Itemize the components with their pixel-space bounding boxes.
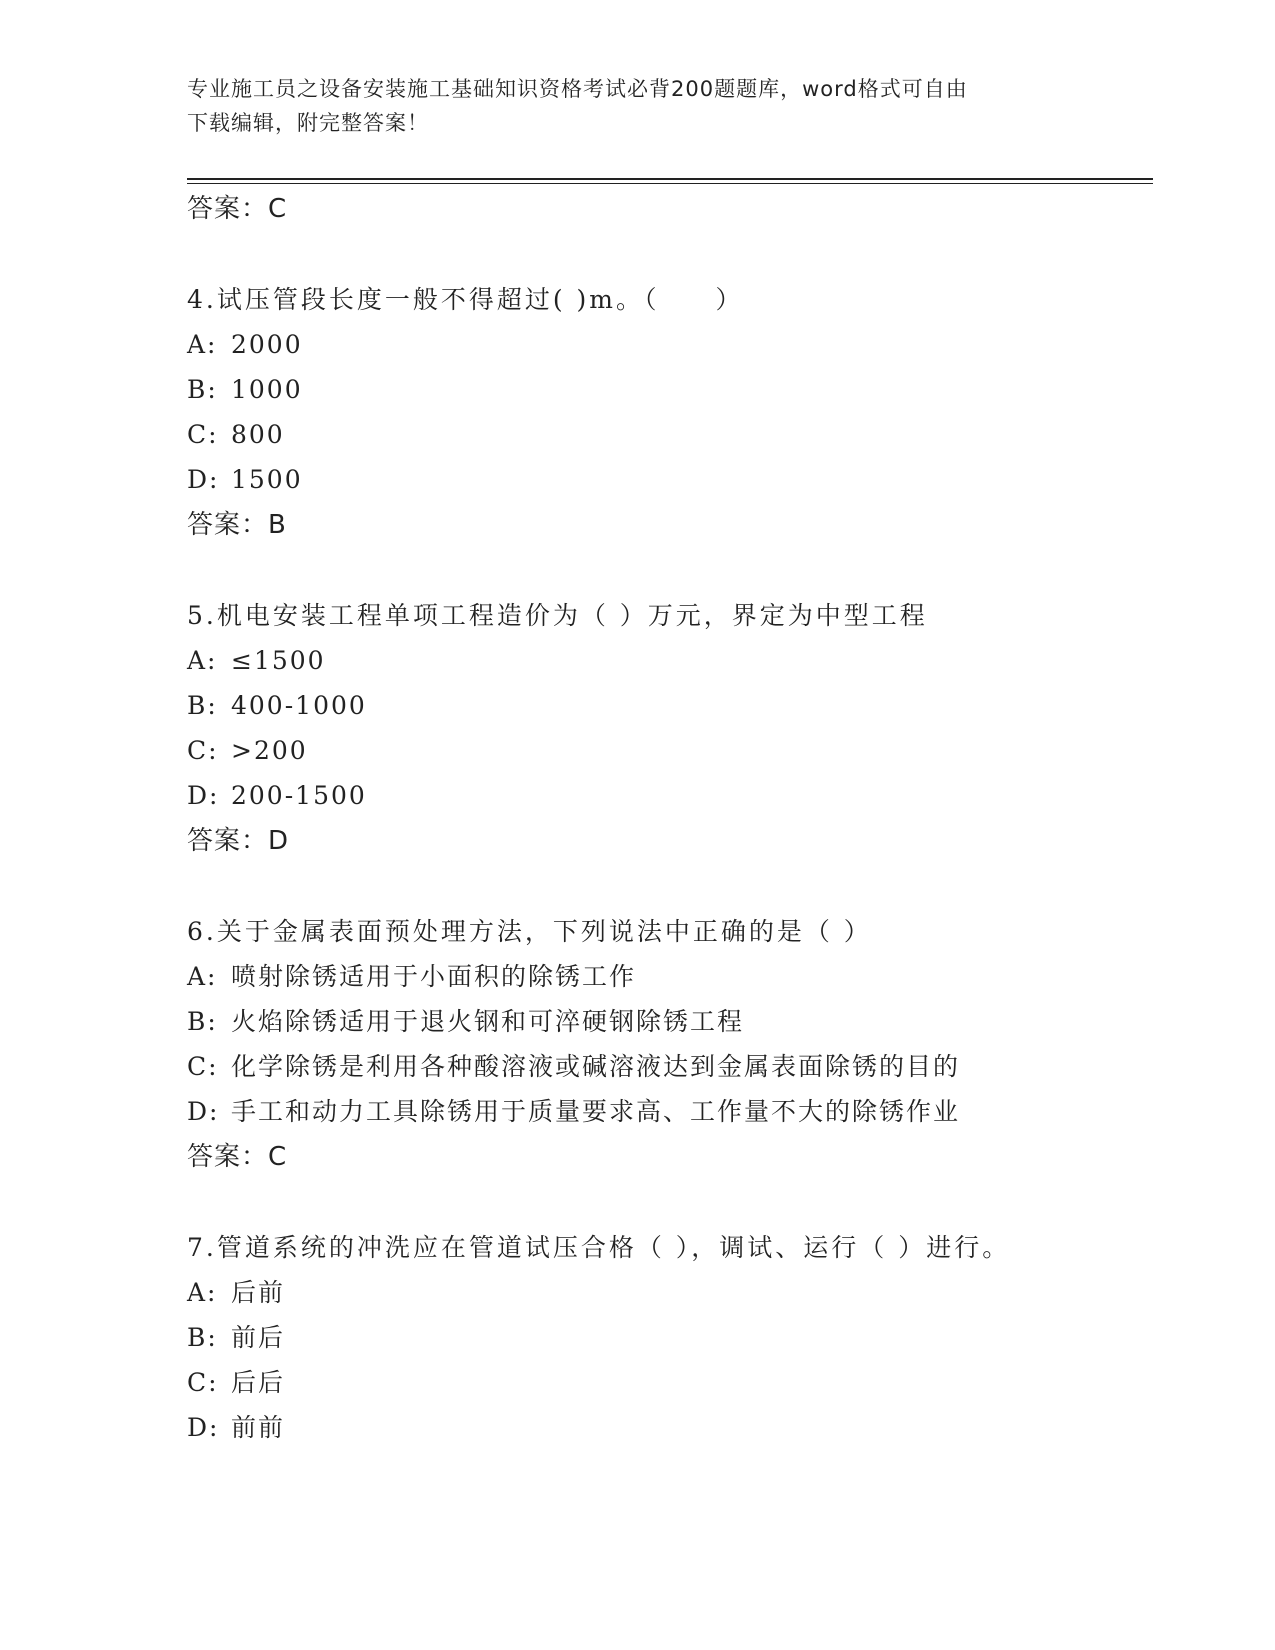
header-line-2: 下载编辑，附完整答案！ (187, 111, 429, 135)
question-text: 6.关于金属表面预处理方法，下列说法中正确的是（ ） (187, 917, 872, 946)
header-rule-thin (187, 183, 1153, 184)
spacer (187, 1180, 1153, 1225)
option-text: 后前 (231, 1278, 286, 1307)
option-b (187, 367, 1153, 412)
answer-line: 答案：D (187, 826, 290, 856)
option-text: 化学除锈是利用各种酸溶液或碱溶液达到金属表面除锈的目的 (231, 1052, 961, 1081)
option-letter: B: (187, 1007, 218, 1036)
question-list (187, 186, 1153, 1450)
option-letter: A: (187, 1278, 218, 1307)
option-c (187, 728, 1153, 773)
option-letter: D: (187, 465, 220, 494)
option-d (187, 1089, 1153, 1134)
header-rule-thick (187, 178, 1153, 180)
option-text: 后后 (231, 1368, 286, 1397)
question-block (187, 1225, 1153, 1450)
option-letter: D: (187, 1097, 220, 1126)
option-text: 前后 (231, 1323, 286, 1352)
option-text: >200 (231, 736, 308, 765)
option-c (187, 412, 1153, 457)
option-text: 手工和动力工具除锈用于质量要求高、工作量不大的除锈作业 (231, 1097, 961, 1126)
question-text: 7.管道系统的冲洗应在管道试压合格（ ），调试、运行（ ）进行。 (187, 1233, 1011, 1262)
answer-line: 答案：C (187, 1142, 288, 1172)
option-c (187, 1360, 1153, 1405)
option-letter: C: (187, 1052, 219, 1081)
option-letter: D: (187, 781, 220, 810)
option-text: 1500 (231, 465, 303, 494)
option-text: 800 (231, 420, 285, 449)
option-letter: B: (187, 375, 218, 404)
option-letter: D: (187, 1413, 220, 1442)
option-letter: C: (187, 736, 219, 765)
option-letter: A: (187, 962, 218, 991)
spacer (187, 864, 1153, 909)
option-letter: B: (187, 1323, 218, 1352)
spacer (187, 232, 1153, 277)
option-a (187, 1270, 1153, 1315)
option-text: 喷射除锈适用于小面积的除锈工作 (231, 962, 637, 991)
header-line-1: 专业施工员之设备安装施工基础知识资格考试必背200题题库，word格式可自由 (187, 77, 968, 101)
option-text: 200-1500 (231, 781, 367, 810)
option-d (187, 457, 1153, 502)
question-block (187, 277, 1153, 548)
question-text: 5.机电安装工程单项工程造价为（ ）万元，界定为中型工程 (187, 601, 928, 630)
option-text: 火焰除锈适用于退火钢和可淬硬钢除锈工程 (231, 1007, 745, 1036)
option-letter: A: (187, 330, 218, 359)
option-text: 2000 (231, 330, 303, 359)
option-letter: A: (187, 646, 218, 675)
option-letter: C: (187, 1368, 219, 1397)
question-block (187, 909, 1153, 1180)
option-a (187, 954, 1153, 999)
option-b (187, 683, 1153, 728)
option-text: 1000 (231, 375, 303, 404)
option-b (187, 1315, 1153, 1360)
question-block (187, 593, 1153, 864)
option-text: 前前 (231, 1413, 286, 1442)
answer-line: 答案：B (187, 510, 287, 540)
option-d (187, 773, 1153, 818)
option-c (187, 1044, 1153, 1089)
option-a (187, 638, 1153, 683)
document-header (187, 72, 1067, 140)
option-b (187, 999, 1153, 1044)
option-text: 400-1000 (231, 691, 367, 720)
option-letter: B: (187, 691, 218, 720)
question-text: 4.试压管段长度一般不得超过( )m。（ ） (187, 285, 744, 314)
option-text: ≤1500 (231, 646, 326, 675)
option-d (187, 1405, 1153, 1450)
spacer (187, 548, 1153, 593)
option-letter: C: (187, 420, 219, 449)
option-a (187, 322, 1153, 367)
answer-line: 答案：C (187, 194, 288, 224)
